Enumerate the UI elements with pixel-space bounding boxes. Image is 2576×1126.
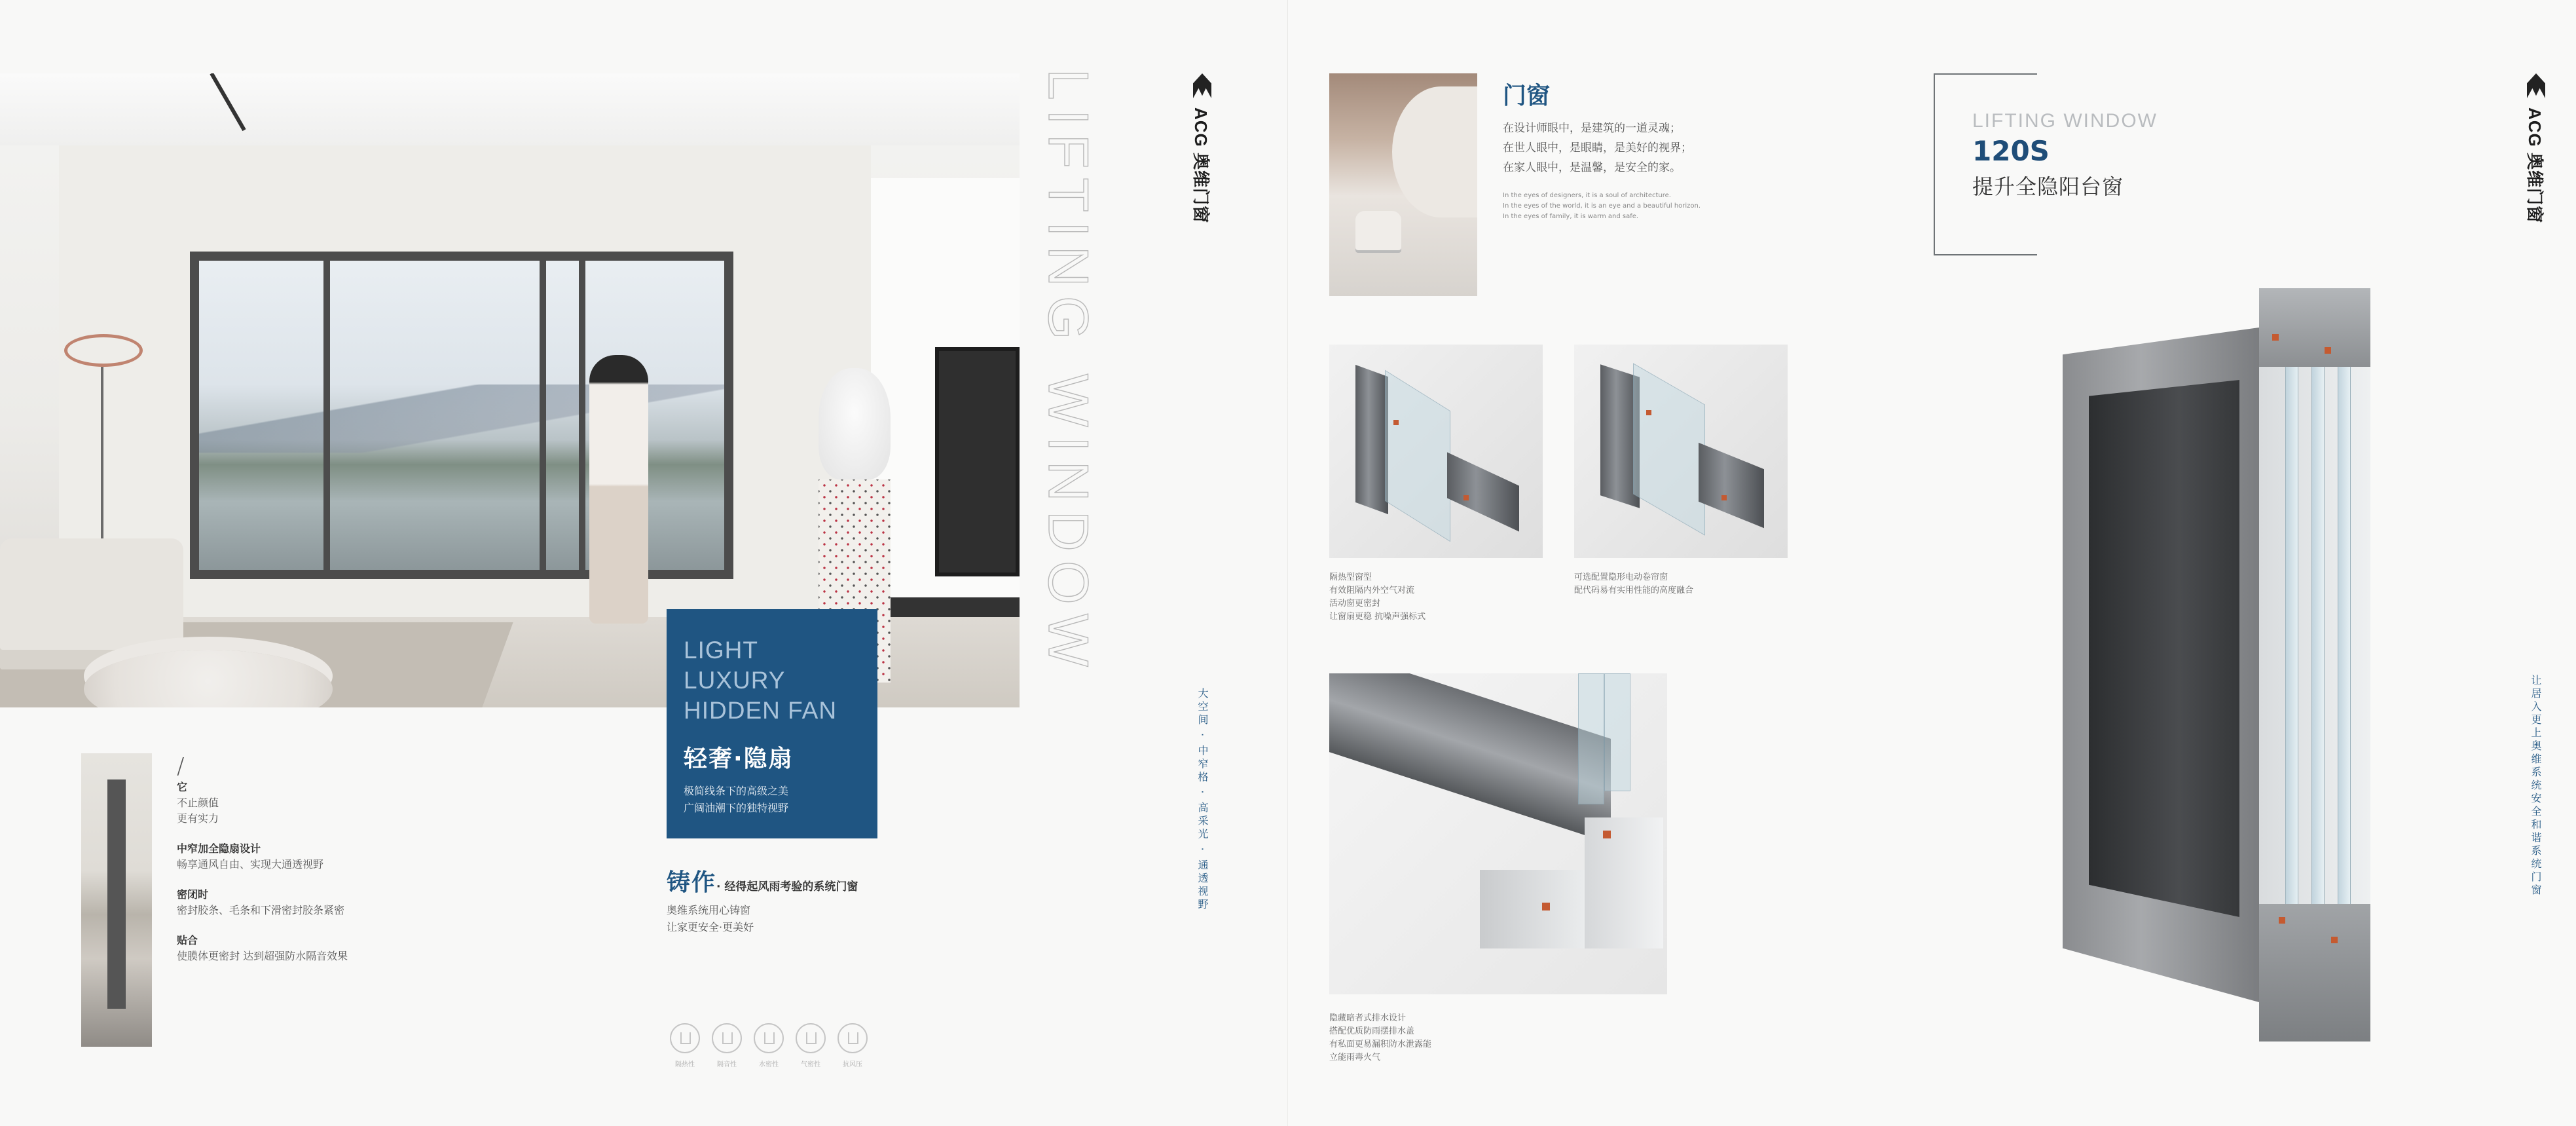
caption-line: 搭配优质防雨摆排水盖 — [1329, 1026, 1415, 1036]
features-list — [177, 753, 452, 979]
zhuzuo-subtitle: · 经得起风雨考验的系统门窗 — [716, 880, 858, 893]
vertical-title-lifting-window — [1037, 69, 1100, 678]
profile-gasket — [2272, 334, 2279, 341]
air-icon — [796, 1023, 826, 1053]
profile-glass — [1385, 370, 1450, 542]
profile-gasket — [1542, 903, 1550, 910]
men-chuang-cn-line: 在家人眼中，是温馨，是安全的家。 — [1503, 161, 1681, 174]
caption-line: 配代码易有实用性能的高度融合 — [1574, 586, 1694, 595]
feature-group — [177, 779, 452, 827]
men-chuang-cn-line: 在设计师眼中，是建筑的一道灵魂； — [1503, 122, 1681, 135]
profile-glass — [1604, 673, 1630, 791]
brand-logo-icon — [1193, 73, 1211, 98]
photo-eagle-statue — [819, 368, 891, 479]
profile-section-photo-3 — [1329, 673, 1667, 994]
profile-gasket — [2325, 347, 2331, 354]
photo-ceiling — [0, 73, 1020, 145]
thermal-icon — [670, 1023, 700, 1053]
brand-logo-right — [2524, 73, 2548, 224]
product-en-title: LIFTING WINDOW — [1972, 110, 2158, 132]
caption-line: 立能雨毒火气 — [1329, 1053, 1381, 1062]
right-side-vertical-text: 让居入更上奥维系统安全和谐系统门窗 — [2530, 675, 2542, 897]
feature-title: 贴合 — [177, 934, 198, 947]
card-en-line1: LIGHT LUXURY — [684, 637, 786, 694]
profile-gasket — [1463, 495, 1469, 500]
caption-line: 有效阻隔内外空气对流 — [1329, 586, 1415, 595]
performance-item — [750, 1023, 787, 1068]
card-desc-line2: 广阔油潮下的独特视野 — [684, 802, 789, 814]
zhuzuo-title: 铸作 — [667, 869, 717, 896]
profile-glass-pane — [2311, 360, 2325, 943]
sound-icon — [712, 1023, 742, 1053]
features-slash: / — [177, 753, 185, 779]
men-chuang-en-line: In the eyes of designers, it is a soul of architecture. — [1503, 192, 1671, 199]
zhuzuo-line: 让家更安全·更美好 — [667, 921, 754, 933]
zhuzuo-line: 奥维系统用心铸窗 — [667, 904, 751, 916]
feature-title: 密闭时 — [177, 888, 209, 901]
men-chuang-section — [1503, 77, 1739, 222]
photo-woman-opening-window — [589, 355, 648, 624]
performance-label: 水密性 — [759, 1061, 779, 1068]
performance-label: 隔音性 — [717, 1061, 737, 1068]
vertical-title-text: LIFTING WINDOW — [1037, 69, 1099, 676]
feature-group — [177, 841, 452, 873]
performance-label: 隔热性 — [675, 1061, 695, 1068]
brand-logo — [1190, 73, 1214, 224]
left-side-vertical-text: 大空间 · 中窄格 · 高采光 · 通透视野 — [1196, 688, 1209, 912]
profile-caption-1 — [1329, 571, 1426, 624]
product-cn-name: 提升全隐阳台窗 — [1972, 174, 2124, 199]
brand-logo-icon — [2527, 73, 2545, 98]
product-model: 120S — [1972, 135, 2050, 167]
profile-glass-pane — [2338, 360, 2351, 943]
men-chuang-en-line: In the eyes of the world, it is an eye and a beautiful horizon. — [1503, 202, 1701, 210]
zhuzuo-section — [667, 869, 994, 936]
feature-group — [177, 933, 452, 964]
caption-line: 让窗扇更稳 抗噪声强标式 — [1329, 612, 1426, 622]
men-chuang-title: 门窗 — [1503, 83, 1551, 109]
profile-bottom-cap — [2259, 904, 2370, 1042]
profile-caption-2 — [1574, 571, 1693, 597]
photo-floor-lamp-ring — [64, 334, 143, 367]
performance-label: 气密性 — [801, 1061, 820, 1068]
caption-line: 有私面更易漏积防水泄露能 — [1329, 1040, 1432, 1049]
caption-line: 隐藏暗者式排水设计 — [1329, 1013, 1407, 1023]
card-desc-line1: 极简线条下的高级之美 — [684, 785, 789, 797]
profile-bar — [1329, 673, 1611, 844]
photo-door — [107, 779, 126, 1009]
door-window-interior-photo — [1329, 73, 1477, 296]
feature-title: 中窄加全隐扇设计 — [177, 842, 261, 855]
caption-line: 隔热型窗型 — [1329, 572, 1372, 582]
profile-gasket — [2279, 917, 2285, 924]
window-mullion — [540, 261, 546, 570]
men-chuang-en-text — [1503, 191, 1739, 222]
profile-gasket — [2331, 937, 2338, 943]
men-chuang-cn-text — [1503, 119, 1739, 178]
light-luxury-card — [667, 609, 877, 838]
photo-lifting-window — [190, 252, 733, 579]
profile-bar — [1585, 817, 1663, 948]
men-chuang-cn-line: 在世人眼中，是眼睛，是美好的视界； — [1503, 141, 1692, 155]
wind-icon — [837, 1023, 868, 1053]
feature-line: 密封胶条、毛条和下滑密封胶条紧密 — [177, 904, 345, 916]
photo-sofa — [0, 538, 183, 669]
feature-line: 使膜体更密封 达到超强防水隔音效果 — [177, 950, 348, 962]
window-mullion — [579, 261, 585, 570]
feature-line: 更有实力 — [177, 812, 219, 825]
performance-item — [667, 1023, 703, 1068]
performance-item — [708, 1023, 745, 1068]
feature-line: 不止颜值 — [177, 797, 219, 809]
performance-item — [792, 1023, 829, 1068]
feature-line: 畅享通风自由、实现大通透视野 — [177, 858, 324, 871]
profile-glass — [1633, 363, 1705, 536]
feature-group — [177, 887, 452, 918]
caption-line: 活动窗更密封 — [1329, 599, 1381, 609]
performance-item — [834, 1023, 871, 1068]
profile-gasket — [1603, 831, 1611, 838]
profile-bar — [1480, 870, 1591, 948]
card-cn-title: 轻奢·隐扇 — [684, 745, 794, 772]
photo-tv — [935, 347, 1020, 576]
photo-chair — [1355, 211, 1401, 250]
brand-logo-text: ACG 奥维门窗 — [1191, 107, 1211, 224]
profile-frame-inner — [2089, 380, 2239, 917]
profile-bar — [1355, 365, 1388, 514]
performance-label: 抗风压 — [843, 1061, 862, 1068]
profile-gasket — [1721, 495, 1727, 500]
photo-arch-mirror — [1392, 86, 1477, 217]
men-chuang-en-line: In the eyes of family, it is warm and safe. — [1503, 213, 1639, 220]
profile-section-photo-1 — [1329, 345, 1543, 558]
profile-gasket — [1393, 420, 1399, 425]
profile-caption-3 — [1329, 1012, 1431, 1064]
profile-top-cap — [2259, 288, 2370, 367]
caption-line: 可选配置隐形电动卷帘窗 — [1574, 572, 1668, 582]
profile-glass-pane — [2285, 360, 2298, 943]
window-mullion — [323, 261, 330, 570]
performance-icons — [667, 1023, 883, 1076]
card-en-line2: HIDDEN FAN — [684, 697, 837, 724]
water-icon — [754, 1023, 784, 1053]
brand-logo-text: ACG 奥维门窗 — [2525, 107, 2545, 224]
interior-door-photo — [81, 753, 152, 1047]
profile-section-photo-2 — [1574, 345, 1788, 558]
profile-glass — [1578, 673, 1604, 804]
120s-window-profile-render — [2063, 288, 2370, 1042]
profile-bar — [1699, 443, 1764, 528]
profile-bar — [1447, 452, 1519, 531]
feature-title: 它 — [177, 781, 188, 793]
profile-gasket — [1646, 410, 1651, 415]
